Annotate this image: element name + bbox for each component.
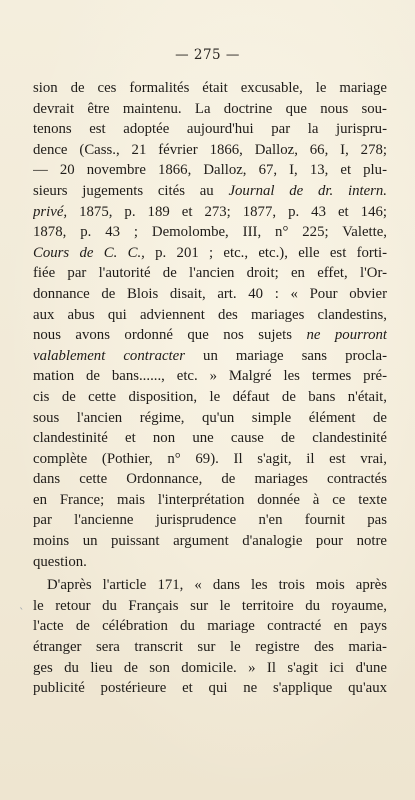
text-line <box>33 243 387 264</box>
text-line: l'acte de célébration du mariage contracté en pays <box>33 618 387 635</box>
text-line: — 20 novembre 1866, Dalloz, 67, I, 13, et plu- <box>33 162 387 179</box>
text-line: aux abus qui adviennent des mariages clandestins, <box>33 306 387 323</box>
text-line: dans cette Ordonnance, de mariages contractés <box>33 471 387 488</box>
text-line: tenons est adoptée aujourd'hui par la jurispru- <box>33 121 387 138</box>
text-line: sion de ces formalités était excusable, le mariage <box>33 80 387 96</box>
text-line: par l'ancienne jurisprudence n'en fournit pas <box>33 512 387 529</box>
margin-mark-icon: ˋ <box>19 606 25 619</box>
text-line <box>33 325 387 346</box>
text-line: question. <box>33 553 87 570</box>
text-line: publicité postérieure et qui ne s'applique qu'aux <box>33 680 387 697</box>
text-line: complète (Pothier, n° 69). Il s'agit, il est vrai, <box>33 450 387 467</box>
text-line <box>33 346 387 367</box>
italic-quote: valablement contracter <box>33 347 185 364</box>
italic-quote: ne pourront <box>306 327 387 344</box>
text-line: clandestinité et non une cause de clandestinité <box>33 430 387 447</box>
text-segment: nous avons ordonné que nos sujets <box>33 327 292 344</box>
text-segment: 1875, p. 189 et 273; 1877, p. 43 et 146; <box>79 203 387 220</box>
text-line: dence (Cass., 21 février 1866, Dalloz, 66, I, 278; <box>33 141 387 158</box>
body-text <box>33 78 387 699</box>
text-segment: un mariage sans procla- <box>203 347 387 364</box>
text-segment: sieurs jugements cités au <box>33 182 214 199</box>
text-line <box>33 202 387 223</box>
page-number: — 275 — <box>175 47 240 63</box>
text-line: ges du lieu de son domicile. » Il s'agit ici d'une <box>33 659 387 676</box>
text-segment: p. 201 ; etc., etc.), elle est forti- <box>155 244 387 261</box>
paragraph-2 <box>33 575 387 699</box>
italic-citation: Journal de dr. intern. <box>228 182 387 199</box>
text-line: en France; mais l'interprétation donnée à ce texte <box>33 491 387 508</box>
text-line <box>33 181 387 202</box>
text-line: le retour du Français sur le territoire du royaume, <box>33 597 387 614</box>
text-line: moins un puissant argument d'analogie pour notre <box>33 533 387 550</box>
italic-citation: Cours de C. C., <box>33 244 145 261</box>
text-line: sous l'ancien régime, qu'un simple élément de <box>33 409 387 426</box>
text-line: étranger sera transcrit sur le registre des maria- <box>33 639 387 656</box>
text-line: devrait être maintenu. La doctrine que nous sou- <box>33 100 387 117</box>
text-line: mation de bans......, etc. » Malgré les termes pré- <box>33 368 387 385</box>
text-line: donnance de Blois disait, art. 40 : « Pour obvier <box>33 285 387 302</box>
text-line: 1878, p. 43 ; Demolombe, III, n° 225; Valette, <box>33 224 387 241</box>
text-line: D'après l'article 171, « dans les trois mois après <box>47 577 387 594</box>
italic-citation: privé, <box>33 203 68 220</box>
text-line: fiée par l'autorité de l'ancien droit; en effet, l'Or- <box>33 265 387 282</box>
paragraph-1 <box>33 78 387 572</box>
text-line: cis de cette disposition, le défaut de bans n'était, <box>33 388 387 405</box>
